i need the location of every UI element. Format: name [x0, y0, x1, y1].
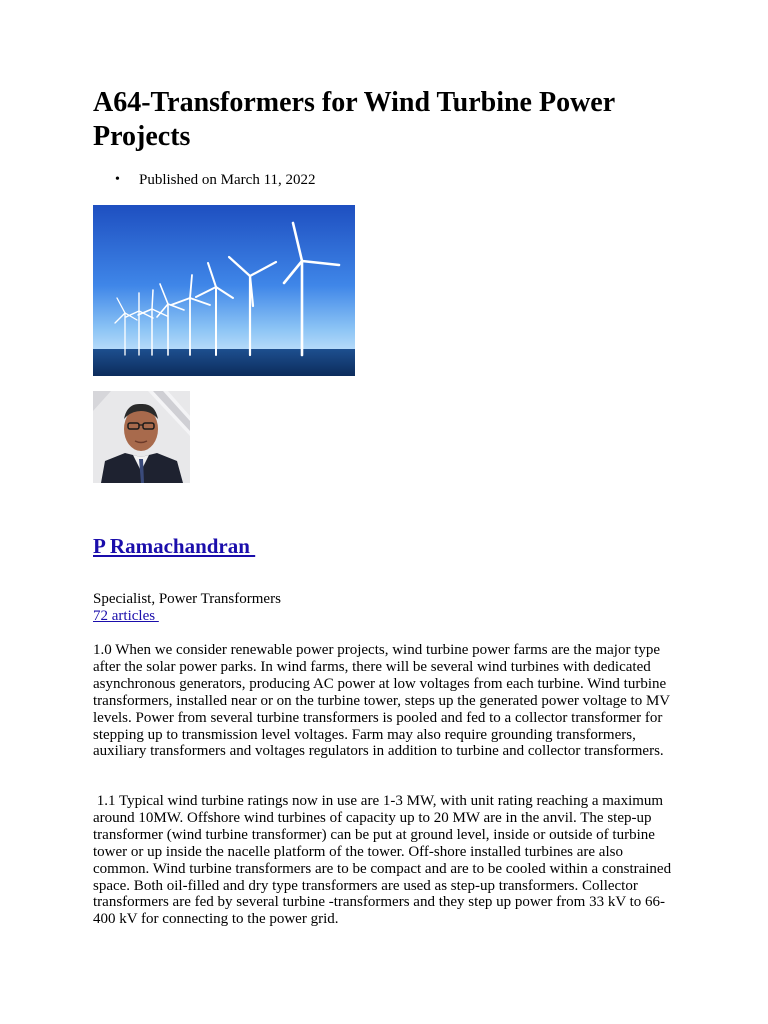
author-role: Specialist, Power Transformers	[93, 591, 281, 607]
author-name-link[interactable]: P Ramachandran	[93, 534, 256, 558]
publish-date: Published on March 11, 2022	[139, 172, 316, 188]
article-title: A64-Transformers for Wind Turbine Power Projects	[93, 87, 615, 152]
articles-count-link[interactable]: 72 articles	[93, 608, 159, 624]
body-paragraph-2: 1.1 Typical wind turbine ratings now in use are 1-3 MW, with unit rating reaching a maximum around 10MW. Offshore wind turbines of capacity up to 20 MW are in the anvil. The step-up transformer (wind turbine transformer) can be put at ground level, inside or outside of turbine tower or up inside the nacelle platform of the tower. Off-shore installed turbines are also common. Wind turbine transformers are to be compact and are to be cooled within a constrained space. Both oil-filled and dry type transformers are used as step-up transformers. Collector transformers are fed by several turbine -transformers and they step up power from 33 kV to 66-400 kV for connecting to the power grid.	[93, 793, 672, 928]
author-photo[interactable]	[93, 391, 190, 483]
bullet-icon: •	[115, 172, 120, 187]
wind-turbines-image	[93, 205, 355, 376]
body-paragraph-1: 1.0 When we consider renewable power projects, wind turbine power farms are the major type after the solar power parks. In wind farms, there will be several wind turbines with dedicated asynchronous generators, producing AC power at low voltages from each turbine. Wind turbine transformers, installed near or on the turbine tower, steps up the generated power voltage to MV levels. Power from several turbine transformers is pooled and fed to a collector transformer for stepping up to transmission level voltages. Farm may also require grounding transformers, auxiliary transformers and voltages regulators in addition to turbine and collector transformers.	[93, 642, 670, 760]
